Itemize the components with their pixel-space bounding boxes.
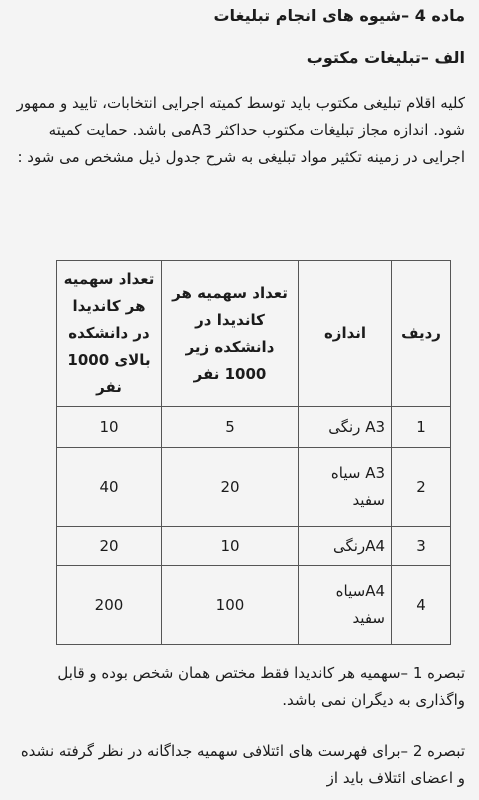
cell-row-number: 2	[392, 448, 451, 527]
cell-size: A4سیاه سفید	[299, 566, 392, 645]
table-header-row	[57, 261, 451, 407]
table-row	[57, 407, 451, 448]
cell-row-number: 4	[392, 566, 451, 645]
cell-under-1000: 100	[162, 566, 299, 645]
header-under-1000: تعداد سهمیه هر کاندیدا در دانشکده زیر 1000 نفر	[162, 261, 299, 407]
cell-over-1000: 10	[57, 407, 162, 448]
table-row	[57, 448, 451, 527]
cell-under-1000: 20	[162, 448, 299, 527]
cell-size: A3 سیاه سفید	[299, 448, 392, 527]
cell-over-1000: 40	[57, 448, 162, 527]
cell-over-1000: 200	[57, 566, 162, 645]
quota-table	[56, 260, 451, 645]
cell-row-number: 1	[392, 407, 451, 448]
section-title: ماده 4 –شیوه های انجام تبلیغات	[213, 6, 465, 25]
cell-over-1000: 20	[57, 527, 162, 566]
cell-row-number: 3	[392, 527, 451, 566]
header-over-1000: تعداد سهمیه هر کاندیدا در دانشکده بالای 1000 نفر	[57, 261, 162, 407]
note-2: تبصره 2 –برای فهرست های ائتلافی سهمیه جداگانه در نظر گرفته نشده و اعضای ائتلاف باید از	[20, 742, 465, 787]
cell-under-1000: 10	[162, 527, 299, 566]
body-paragraph: کلیه اقلام تبلیغی مکتوب باید توسط کمیته اجرایی انتخابات، تایید و ممهور شود. اندازه مجاز تبلیغات مکتوب حداکثر A3می باشد. حمایت کمیته اجرایی در زمینه تکثیر مواد تبلیغی به شرح جدول ذیل مشخص می شود :	[16, 94, 465, 166]
header-row-number: ردیف	[392, 261, 451, 407]
table-row	[57, 566, 451, 645]
header-size: اندازه	[299, 261, 392, 407]
cell-under-1000: 5	[162, 407, 299, 448]
note-1: تبصره 1 –سهمیه هر کاندیدا فقط مختص همان شخص بوده و قابل واگذاری به دیگران نمی باشد.	[57, 664, 465, 709]
table-row	[57, 527, 451, 566]
cell-size: A4رنگی	[299, 527, 392, 566]
subsection-title: الف –تبلیغات مکتوب	[306, 48, 465, 67]
cell-size: A3 رنگی	[299, 407, 392, 448]
